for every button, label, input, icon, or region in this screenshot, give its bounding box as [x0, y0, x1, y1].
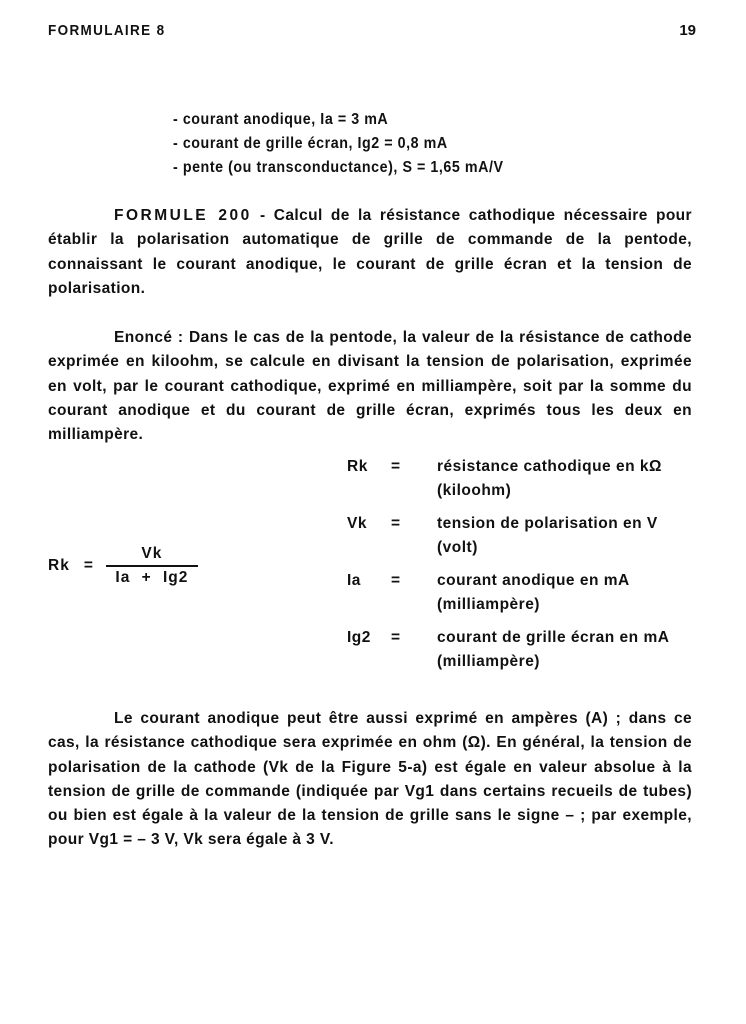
- formula-lhs: Rk: [48, 556, 70, 574]
- given-value-item: - courant de grille écran, Ig2 = 0,8 mA: [173, 135, 448, 152]
- formula-numerator: Vk: [141, 545, 163, 562]
- definition-equals: =: [391, 572, 401, 589]
- running-header-title: FORMULAIRE 8: [48, 22, 166, 39]
- formule-paragraph: [48, 204, 692, 301]
- definition-equals: =: [391, 458, 401, 475]
- formula-fraction: [106, 545, 198, 587]
- given-value-item: - courant anodique, Ia = 3 mA: [173, 111, 389, 128]
- definition-description: résistance cathodique en kΩ (kiloohm): [437, 458, 662, 499]
- definition-symbol: Vk: [347, 515, 367, 532]
- definition-item: [347, 455, 697, 503]
- definition-item: [347, 512, 697, 560]
- formule-text: - Calcul de la résistance cathodique nécessaire pour établir la polarisation automatique de grille de commande de la pentode, connaissant le courant anodique, le courant de grille écran et la tension de polarisation.: [48, 207, 692, 297]
- definition-item: [347, 626, 697, 674]
- note-text: Le courant anodique peut être aussi exprimé en ampères (A) ; dans ce cas, la résistance cathodique sera exprimée en ohm (Ω). En général, la tension de polarisation de la cathode (Vk de la Figure 5-a) est égale en valeur absolue à la tension de grille de commande (indiquée par Vg1 dans certains recueils de tubes) ou bien est égale à la valeur de la tension de grille sans le signe – ; par exemple, pour Vg1 = – 3 V, Vk sera égale à 3 V.: [48, 710, 692, 849]
- definition-description: courant anodique en mA (milliampère): [437, 572, 630, 613]
- given-value-item: - pente (ou transconductance), S = 1,65 mA/V: [173, 159, 504, 176]
- definition-description: tension de polarisation en V (volt): [437, 515, 658, 556]
- definitions-list: [347, 455, 697, 683]
- page-number: 19: [679, 22, 696, 39]
- definition-symbol: Rk: [347, 458, 368, 475]
- enonce-label: Enoncé :: [114, 329, 184, 346]
- definition-description: courant de grille écran en mA (milliampère): [437, 629, 669, 670]
- given-values-list: [173, 108, 532, 180]
- definition-item: [347, 569, 697, 617]
- formule-label: FORMULE 200: [114, 207, 252, 224]
- definition-equals: =: [391, 515, 401, 532]
- rk-formula: [48, 545, 198, 587]
- enonce-text: Dans le cas de la pentode, la valeur de la résistance de cathode exprimée en kiloohm, se calcule en divisant la tension de polarisation, exprimée en volt, par le courant cathodique, exprimé en milliampère, soit par la somme du courant anodique et du courant de grille écran, exprimés tous les deux en milliampère.: [48, 329, 692, 444]
- enonce-paragraph: [48, 326, 692, 447]
- definition-equals: =: [391, 629, 401, 646]
- definition-symbol: Ig2: [347, 629, 371, 646]
- formula-equals: =: [83, 556, 94, 574]
- note-paragraph: [48, 707, 692, 853]
- formula-denominator: Ia + Ig2: [115, 568, 189, 586]
- definition-symbol: Ia: [347, 572, 361, 589]
